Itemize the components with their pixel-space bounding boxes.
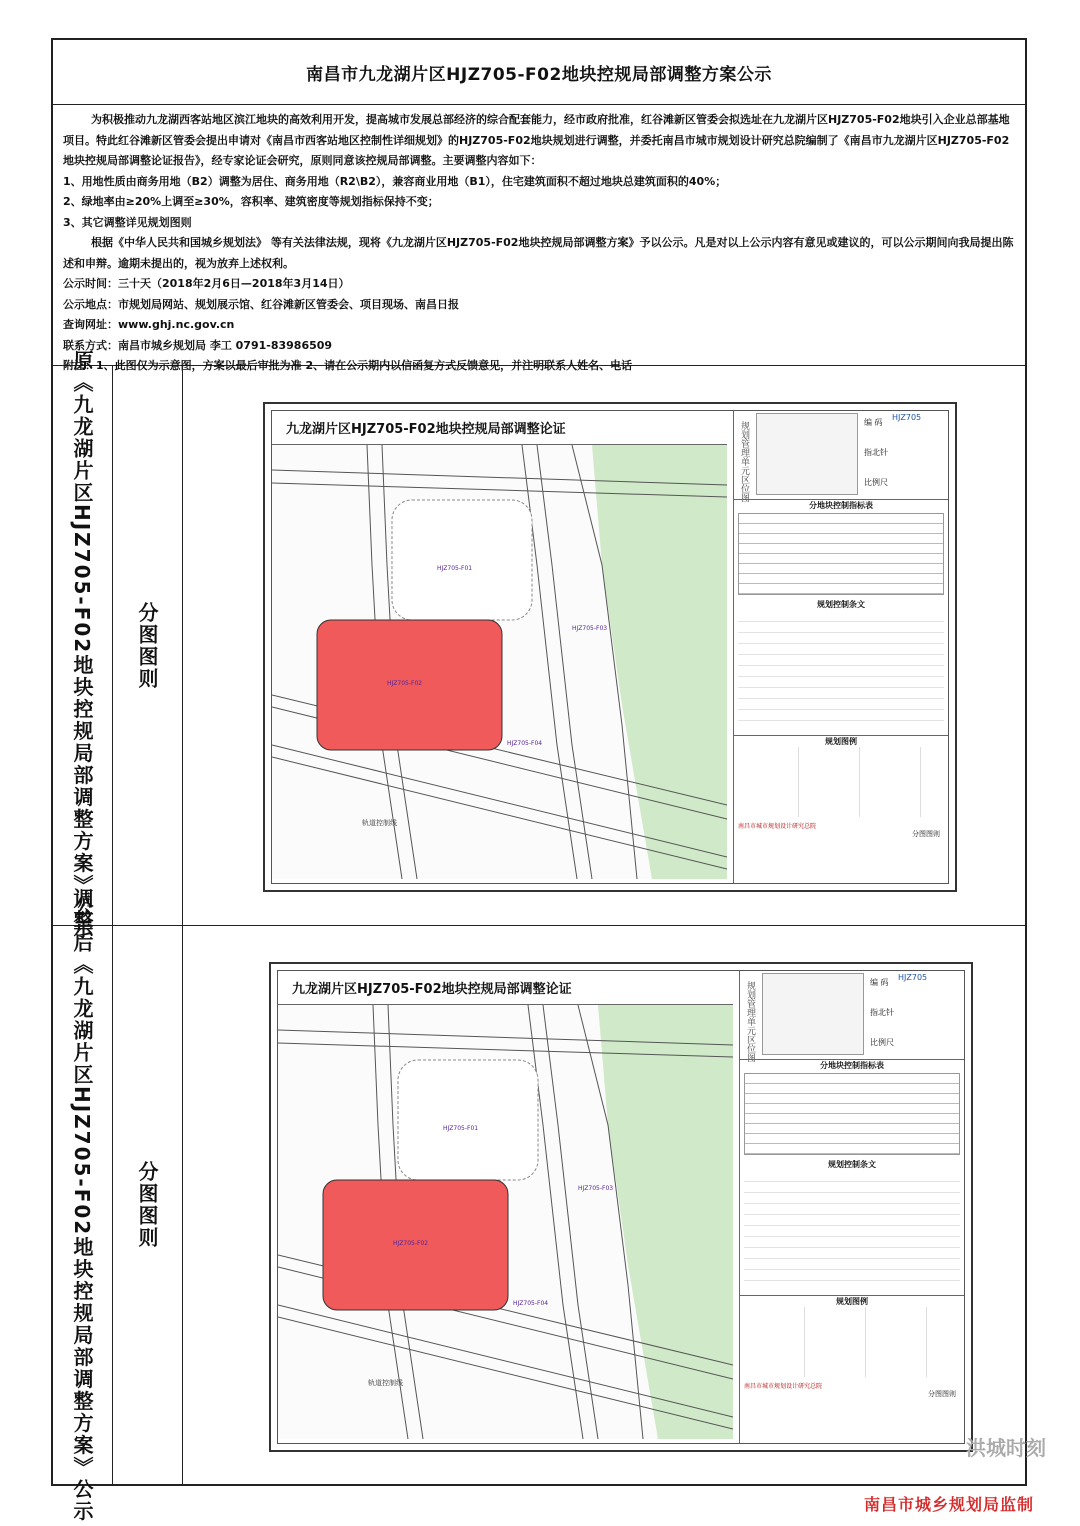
parcel-f03-label: HJZ705-F03 <box>572 625 608 632</box>
section-label-col <box>53 350 113 941</box>
sheet-name: 分图图则 <box>912 830 940 838</box>
page-title: 南昌市九龙湖片区HJZ705-F02地块控规局部调整方案公示 <box>306 64 772 85</box>
parcel-f01 <box>392 500 532 620</box>
plan-map <box>272 445 727 879</box>
notes-title: 规划控制条文 <box>817 600 865 609</box>
parcel-f02-label: HJZ705-F02 <box>393 1240 429 1247</box>
table-title: 分地块控制指标表 <box>734 499 948 511</box>
notice-website[interactable]: 查询网址：www.ghj.nc.gov.cn <box>63 318 235 331</box>
plan-sheet-inner <box>277 970 965 1444</box>
sheet-title: 九龙湖片区HJZ705-F02地块控规局部调整论证 <box>278 971 733 1005</box>
institute: 南昌市城市规划设计研究总院 <box>738 823 817 830</box>
notice-intro: 为积极推动九龙湖西客站地区滨江地块的高效利用开发，提高城市发展总部经济的综合配套能力，经市政府批准，红谷滩新区管委会拟选址在九龙湖片区HJZ705-F02地块引入企业总部基地项目。特此红谷滩新区管委会提出申请对《南昌市西客站地区控制性详细规划》的HJZ705-F02地块规划进行调整，并委托南昌市城市规划设计研究总院编制了《南昌市九龙湖片区HJZ705-F02地块控规局部调整论证报告》，经专家论证会研究，原则同意该控规局部调整。主要调整内容如下： <box>63 113 1010 167</box>
section-sub-col <box>113 926 183 1484</box>
code-label: 编 码 <box>864 418 883 427</box>
title-row <box>53 40 1025 105</box>
section-sub-label: 分图图则 <box>135 601 159 690</box>
legend-body <box>744 1307 960 1377</box>
code-value: HJZ705 <box>892 413 922 422</box>
north-label: 指北针 <box>870 1008 894 1017</box>
scale-label: 比例尺 <box>870 1038 894 1047</box>
rail-label: 轨道控制线 <box>368 1379 403 1387</box>
notice-contact: 联系方式：南昌市城乡规划局 李工 0791-83986509 <box>63 338 333 352</box>
footer-stamp: 南昌市城乡规划局监制 <box>863 1495 1034 1514</box>
institute: 南昌市城市规划设计研究总院 <box>744 1383 823 1390</box>
parcel-f01 <box>398 1060 538 1180</box>
plan-sheet[interactable] <box>263 402 957 892</box>
location-label: 规划管理单元区位图 <box>745 981 755 1062</box>
parcel-f01-label: HJZ705-F01 <box>437 565 473 572</box>
plan-map <box>278 1005 733 1439</box>
north-label: 指北针 <box>864 448 888 457</box>
legend-title: 规划图例 <box>740 1295 964 1307</box>
notice-item-1: 1、用地性质由商务用地（B2）调整为居住、商务用地（R2\B2），兼容商业用地（B1），住宅建筑面积不超过地块总建筑面积的40%； <box>63 174 727 188</box>
watermark: 洪城时刻 <box>966 1436 1046 1460</box>
section-label: 原《九龙湖片区HJZ705-F02地块控规局部调整方案》公示 <box>70 350 94 941</box>
sheet-name: 分图图则 <box>928 1390 956 1398</box>
section-label: 调整后《九龙湖片区HJZ705-F02地块控规局部调整方案》公示 <box>70 887 94 1523</box>
notice-place: 公示地点：市规划局网站、规划展示馆、红谷滩新区管委会、项目现场、南昌日报 <box>63 297 459 311</box>
notice-period: 公示时间：三十天（2018年2月6日—2018年3月14日） <box>63 277 350 290</box>
scale-label: 比例尺 <box>864 478 888 487</box>
rail-label: 轨道控制线 <box>362 819 397 827</box>
section-label-col <box>53 887 113 1523</box>
notice-item-2: 2、绿地率由≥20%上调至≥30%，容积率、建筑密度等规划指标保持不变； <box>63 195 439 208</box>
parcel-f02-label: HJZ705-F02 <box>387 680 423 687</box>
indicator-table <box>738 513 944 595</box>
notes-body <box>744 1171 960 1291</box>
sheet-title: 九龙湖片区HJZ705-F02地块控规局部调整论证 <box>272 411 727 445</box>
info-panel <box>739 971 964 1443</box>
map-area <box>183 926 1025 1484</box>
notice-body <box>53 104 1025 372</box>
info-panel <box>733 411 948 883</box>
plan-sheet-inner <box>271 410 949 884</box>
code-label: 编 码 <box>870 978 889 987</box>
notice-law: 根据《中华人民共和国城乡规划法》 等有关法律法规，现将《九龙湖片区HJZ705-F02地块控规局部调整方案》予以公示。凡是对以上公示内容有意见或建议的，可以公示期间向我局提出陈述和申辩。逾期未提出的，视为放弃上述权利。 <box>63 236 1014 270</box>
location-map <box>762 973 864 1055</box>
parcel-f04-label: HJZ705-F04 <box>507 740 543 747</box>
notes-body <box>738 611 944 731</box>
map-area <box>183 366 1025 925</box>
parcel-f04-label: HJZ705-F04 <box>513 1300 549 1307</box>
plan-sheet[interactable] <box>269 962 973 1452</box>
legend-body <box>738 747 944 817</box>
legend-title: 规划图例 <box>734 735 948 747</box>
code-value: HJZ705 <box>898 973 928 982</box>
notice-item-3: 3、其它调整详见规划图则 <box>63 215 192 229</box>
notes-title: 规划控制条文 <box>828 1160 876 1169</box>
indicator-table <box>744 1073 960 1155</box>
location-map <box>756 413 858 495</box>
parcel-f03-label: HJZ705-F03 <box>578 1185 614 1192</box>
parcel-f01-label: HJZ705-F01 <box>443 1125 479 1132</box>
notice-attach: 附注：1、此图仅为示意图，方案以最后审批为准 2、请在公示期内以信函复方式反馈意见，并注明联系人姓名、电话 <box>63 359 633 372</box>
section-sub-label: 分图图则 <box>135 1161 159 1249</box>
section-sub-col <box>113 366 183 925</box>
table-title: 分地块控制指标表 <box>740 1059 964 1071</box>
location-label: 规划管理单元区位图 <box>739 421 749 502</box>
